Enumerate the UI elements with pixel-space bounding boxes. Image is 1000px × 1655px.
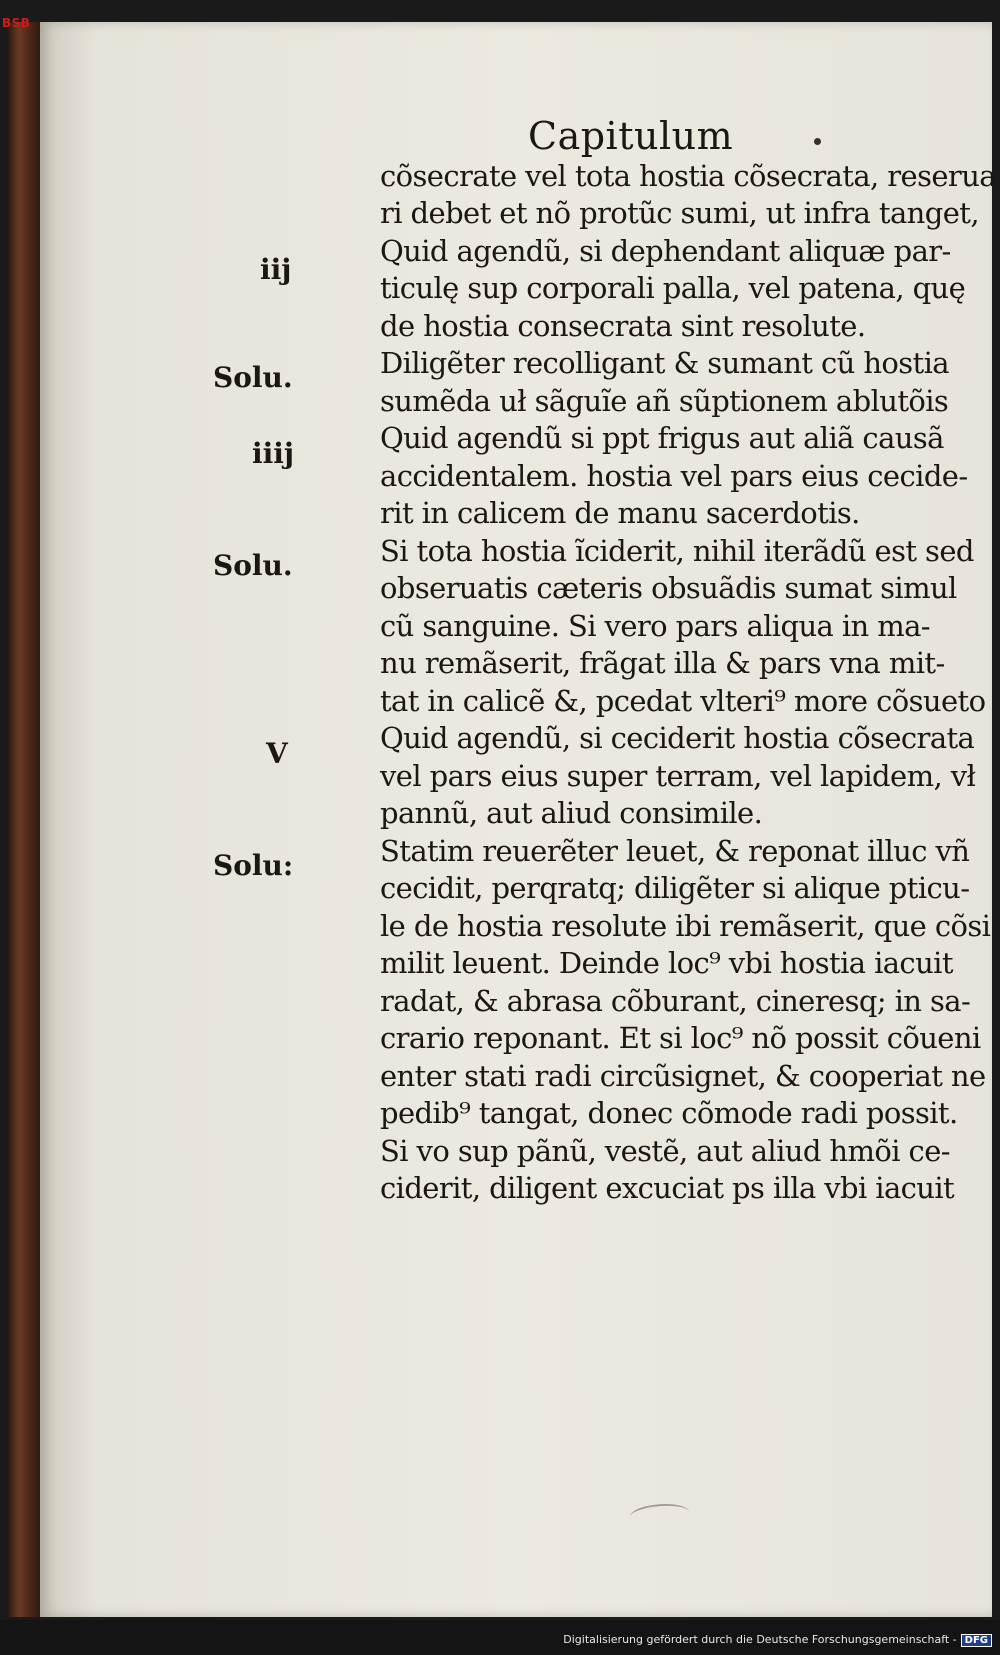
text-line: tat in calicẽ &, pcedat vlteri⁹ more cõsueto bbox=[380, 684, 986, 718]
bsb-logo: BSB bbox=[2, 16, 31, 30]
digitization-footer bbox=[563, 1633, 992, 1647]
margin-note-solution-1: Solu. bbox=[213, 361, 293, 394]
text-line: crario reponant. Et si loc⁹ nõ possit cõueni bbox=[380, 1021, 981, 1055]
ink-stroke-mark bbox=[629, 1500, 691, 1530]
margin-note-solution-2: Solu. bbox=[213, 549, 293, 582]
text-line: de hostia consecrata sint resolute. bbox=[380, 309, 866, 343]
margin-note-question-4: iiij bbox=[252, 437, 295, 470]
text-line: pedib⁹ tangat, donec cõmode radi possit. bbox=[380, 1096, 958, 1130]
text-line: ri debet et nõ protũc sumi, ut infra tanget, bbox=[380, 196, 979, 230]
text-line: pannũ, aut aliud consimile. bbox=[380, 796, 763, 830]
text-line: milit leuent. Deinde loc⁹ vbi hostia iacuit bbox=[380, 946, 953, 980]
text-line: obseruatis cæteris obsuãdis sumat simul bbox=[380, 571, 957, 605]
text-line: sumẽda uł sãguĩe añ sũptionem ablutõis bbox=[380, 384, 949, 418]
text-line: le de hostia resolute ibi remãserit, que cõsi bbox=[380, 909, 991, 943]
text-line: Statim reuerẽter leuet, & reponat illuc vñ bbox=[380, 834, 970, 868]
text-line: Si vo sup pãnũ, vestẽ, aut aliud hmõi ce- bbox=[380, 1134, 950, 1168]
text-line: ticulę sup corporali palla, vel patena, quę bbox=[380, 271, 966, 305]
dfg-logo: DFG bbox=[961, 1634, 992, 1647]
footer-credit-text: Digitalisierung gefördert durch die Deutsche Forschungsgemeinschaft - bbox=[563, 1633, 957, 1646]
text-line: cũ sanguine. Si vero pars aliqua in ma- bbox=[380, 609, 930, 643]
margin-note-question-3: iij bbox=[260, 253, 292, 286]
text-line: Quid agendũ, si ceciderit hostia cõsecrata bbox=[380, 721, 975, 755]
ink-dot bbox=[814, 138, 821, 145]
text-line: cecidit, perqratq; diligẽter si alique pticu- bbox=[380, 871, 970, 905]
text-line: rit in calicem de manu sacerdotis. bbox=[380, 496, 860, 530]
text-line: enter stati radi circũsignet, & cooperiat ne bbox=[380, 1059, 986, 1093]
text-line: Si tota hostia ĩciderit, nihil iterãdũ est sed bbox=[380, 534, 974, 568]
margin-note-solution-3: Solu: bbox=[213, 849, 294, 882]
book-page bbox=[40, 22, 996, 1617]
text-line: vel pars eius super terram, vel lapidem, vł bbox=[380, 759, 976, 793]
text-line: radat, & abrasa cõburant, cineresq; in sa- bbox=[380, 984, 971, 1018]
text-line: nu remãserit, frãgat illa & pars vna mit- bbox=[380, 646, 945, 680]
text-line: ciderit, diligent excuciat ps illa vbi iacuit bbox=[380, 1171, 955, 1205]
margin-note-question-5: V bbox=[266, 737, 288, 770]
running-head: Capitulum bbox=[528, 114, 734, 158]
text-line: accidentalem. hostia vel pars eius cecide- bbox=[380, 459, 968, 493]
text-line: Quid agendũ si ppt frigus aut aliã causã bbox=[380, 421, 944, 455]
text-line: Diligẽter recolligant & sumant cũ hostia bbox=[380, 346, 949, 380]
text-line: Quid agendũ, si dephendant aliquæ par- bbox=[380, 234, 951, 268]
book-spine-edge bbox=[8, 22, 40, 1617]
text-line: cõsecrate vel tota hostia cõsecrata, reserua bbox=[380, 159, 996, 193]
